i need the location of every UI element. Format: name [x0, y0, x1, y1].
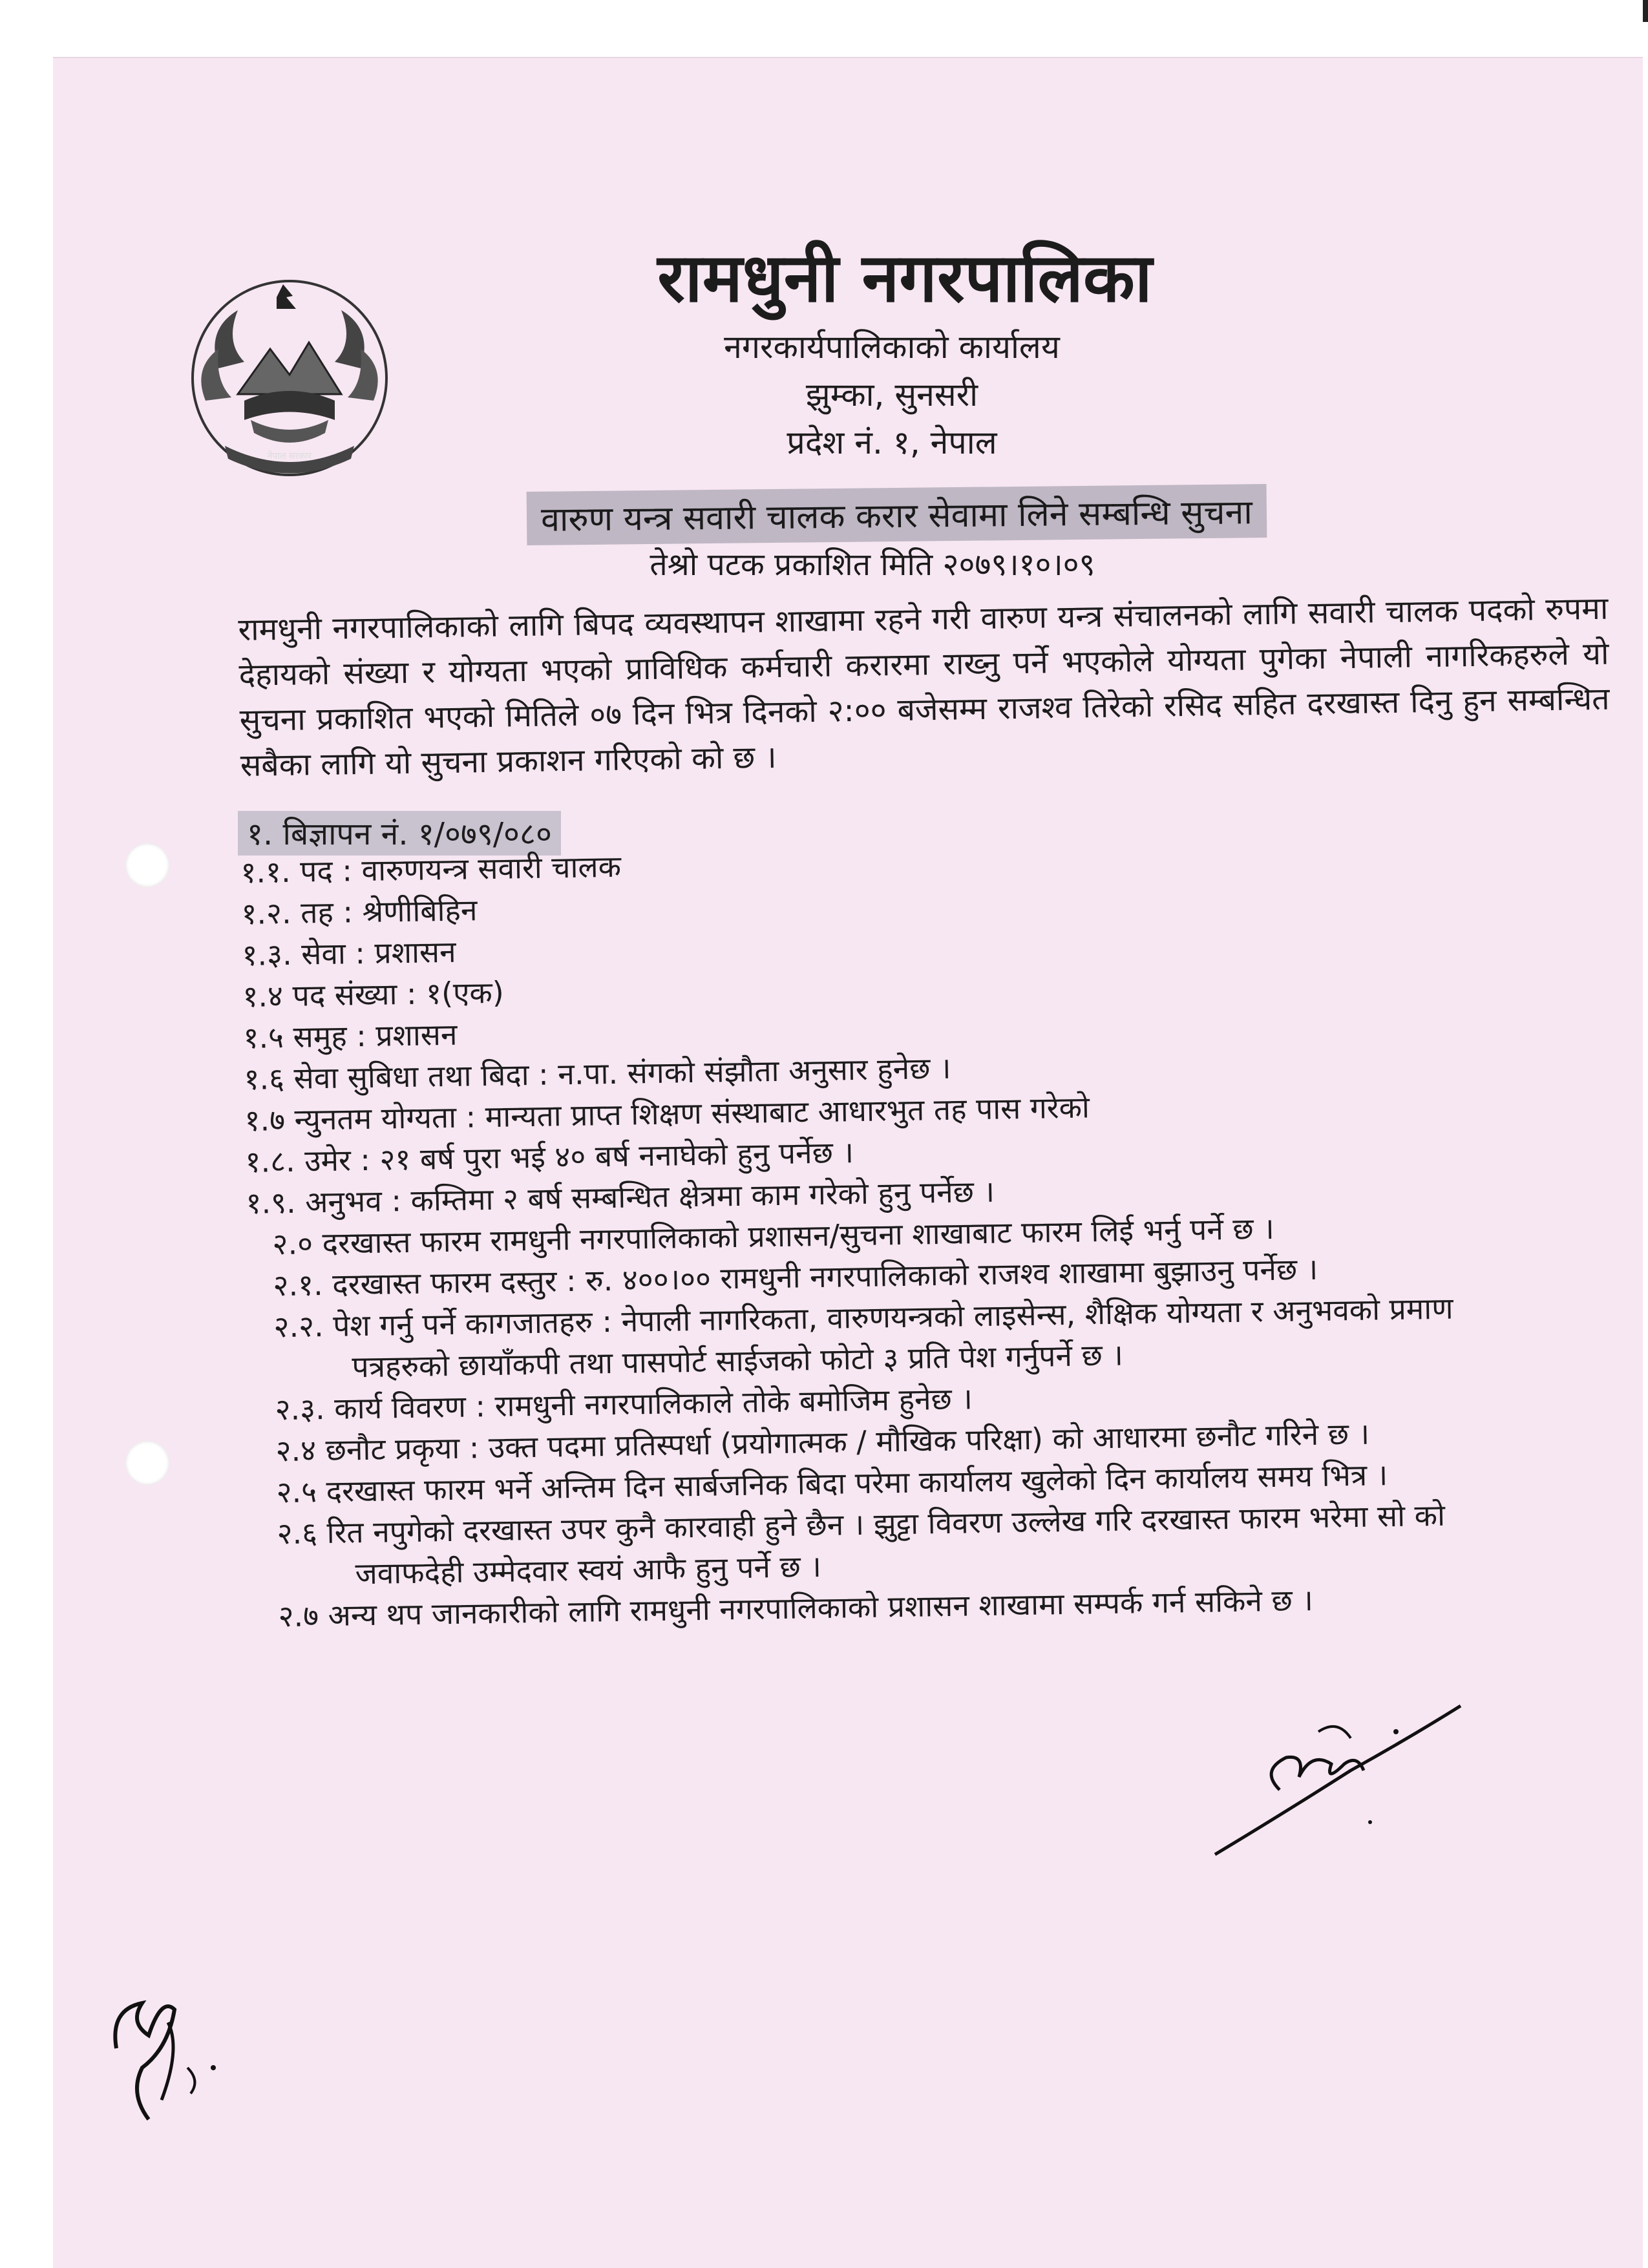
initial-mark: [103, 1971, 246, 2126]
list-item: १.५ समुह : प्रशासन: [243, 1016, 458, 1055]
official-signature: [1202, 1693, 1474, 1861]
list-item-continuation: जवाफदेही उम्मेदवार स्वयं आफै हुनु पर्ने छ ।: [355, 1549, 822, 1591]
list-item: १.२. तह : श्रेणीबिहिन: [241, 892, 478, 931]
intro-paragraph: [238, 586, 1611, 788]
emblem-caption: नेपाल सरकार: [267, 451, 312, 461]
publish-date: तेश्रो पटक प्रकाशित मिति २०७९।१०।०९: [650, 547, 1095, 583]
list-item: २.७ अन्य थप जानकारीको लागि रामधुनी नगरपालिकाको प्रशासन शाखामा सम्पर्क गर्न सकिने छ ।: [278, 1582, 1314, 1634]
list-item: २.५ दरखास्त फारम भर्ने अन्तिम दिन सार्बजनिक बिदा परेमा कार्यालय खुलेको दिन कार्यालय समय भित्र ।: [276, 1457, 1388, 1510]
office-location: झुम्का, सुनसरी: [805, 376, 978, 414]
list-item: २.१. दरखास्त फारम दस्तुर : रु. ४००।०० रामधुनी नगरपालिकाको राजश्व शाखामा बुझाउनु पर्नेछ ।: [273, 1251, 1318, 1303]
letterhead: [569, 233, 1215, 467]
municipality-title: रामधुनी नगरपालिका: [657, 238, 1152, 317]
nepal-emblem-icon: [180, 271, 399, 485]
list-item: २.४ छनौट प्रकृया : उक्त पदमा प्रतिस्पर्धा (प्रयोगात्मक / मौखिक परिक्षा) को आधारमा छनौट गरिने छ ।: [275, 1416, 1370, 1469]
scan-edge-mark: [1643, 0, 1648, 22]
intro-text: रामधुनी नगरपालिकाको लागि बिपद व्यवस्थापन शाखामा रहने गरी वारुण यन्त्र संचालनको लागि सवारी चालक पदको रुपमा देहायको संख्या र योग्यता भएको प्राविधिक कर्मचारी करारमा राख्नु पर्ने भएकोले योग्यता पुगेका नेपाली नागरिकहरुले यो सुचना प्रकाशित भएको मितिले ०७ दिन भित्र दिनको २:०० बजेसम्म राजश्व तिरेको रसिद सहित दरखास्त दिनु हुन सम्बन्धित सबैका लागि यो सुचना प्रकाशन गरिएको को छ ।: [238, 590, 1610, 784]
requirements-list: [240, 830, 1636, 1637]
notice-title: वारुण यन्त्र सवारी चालक करार सेवामा लिने सम्बन्धि सुचना: [527, 484, 1267, 545]
list-item: २.२. पेश गर्नु पर्ने कागजातहरु : नेपाली नागरिकता, वारुणयन्त्रको लाइसेन्स, शैक्षिक योग्यता र अनुभवको प्रमाण: [273, 1290, 1453, 1345]
punch-hole-top: [125, 843, 169, 887]
list-item: १.९. अनुभव : कम्तिमा २ बर्ष सम्बन्धित क्षेत्रमा काम गरेको हुनु पर्नेछ ।: [246, 1173, 995, 1221]
list-item: २.३. कार्य विवरण : रामधुनी नगरपालिकाले तोके बमोजिम हुनेछ ।: [275, 1381, 973, 1427]
province-line: प्रदेश नं. १, नेपाल: [787, 424, 997, 461]
list-item: १.८. उमेर : २१ बर्ष पुरा भई ४० बर्ष ननाघेको हुनु पर्नेछ ।: [245, 1135, 854, 1179]
list-item: १.४ पद संख्या : १(एक): [242, 974, 505, 1014]
office-name: नगरकार्यपालिकाको कार्यालय: [724, 328, 1060, 366]
list-item: १.६ सेवा सुबिधा तथा बिदा : न.पा. संगको संझौता अनुसार हुनेछ ।: [244, 1050, 951, 1097]
list-item: २.० दरखास्त फारम रामधुनी नगरपालिकाको प्रशासन/सुचना शाखाबाट फारम लिई भर्नु पर्ने छ ।: [272, 1210, 1275, 1262]
list-item-continuation: पत्रहरुको छायाँकपी तथा पासपोर्ट साईजको फोटो ३ प्रति पेश गर्नुपर्ने छ ।: [352, 1337, 1124, 1385]
list-item: २.६ रित नपुगेको दरखास्त उपर कुनै कारवाही हुने छैन । झुट्टा विवरण उल्लेख गरि दरखास्त फारम भरेमा सो को: [277, 1497, 1446, 1551]
list-item: १.१. पद : वारुणयन्त्र सवारी चालक: [240, 848, 622, 890]
punch-hole-bottom: [125, 1441, 169, 1485]
advertisement-number: १. बिज्ञापन नं. १/०७९/०८०: [238, 811, 561, 856]
list-item: १.७ न्युनतम योग्यता : मान्यता प्राप्त शिक्षण संस्थाबाट आधारभुत तह पास गरेको: [244, 1089, 1090, 1138]
list-item: १.३. सेवा : प्रशासन: [242, 934, 456, 972]
